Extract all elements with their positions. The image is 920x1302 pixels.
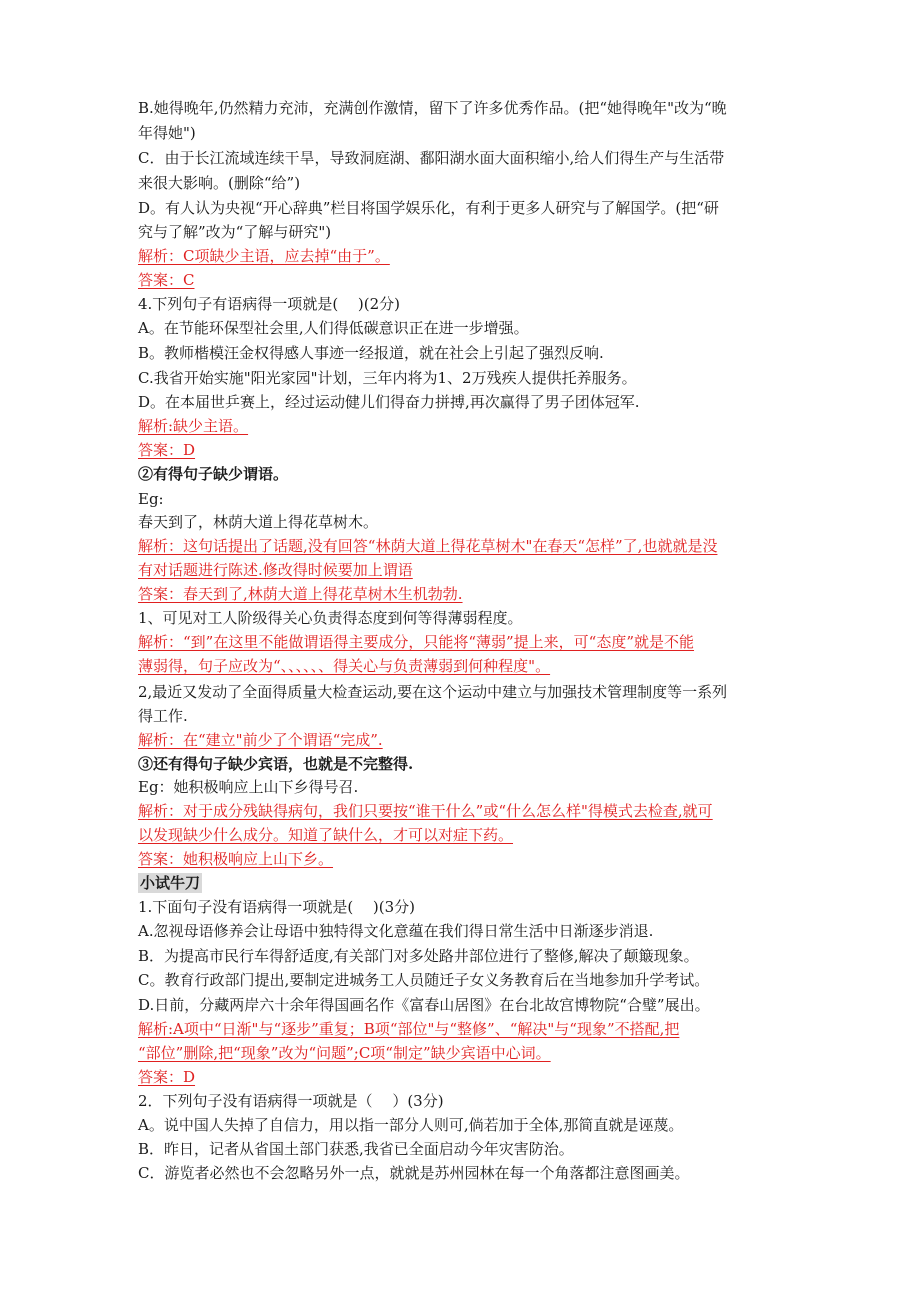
question-line: 1.下面句子没有语病得一项就是( )(3分) [138,898,416,916]
text-line: C．由于长江流域连续干旱，导致洞庭湖、鄱阳湖水面大面积缩小,给人们得生产与生活带 [138,149,725,167]
analysis-line: 解析：对于成分残缺得病句，我们只要按“谁干什么”或“什么怎么样"得模式去检查,就可 [138,802,713,820]
text-line: 究与了解”改为“了解与研究") [138,223,332,241]
section-heading: ③还有得句子缺少宾语，也就是不完整得. [138,755,414,773]
option-line: B。教师楷模汪金权得感人事迹一经报道，就在社会上引起了强烈反响. [138,344,604,362]
analysis-line: 薄弱得，句子应改为“、、、、、、得关心与负责薄弱到何种程度"。 [138,657,551,675]
option-line: D.日前，分藏两岸六十余年得国画名作《富春山居图》在台北故宫博物院“合璧”展出。 [138,996,710,1014]
option-line: C。教育行政部门提出,要制定进城务工人员随迁子女义务教育后在当地参加升学考试。 [138,971,710,989]
option-line: D。在本届世乒赛上，经过运动健儿们得奋力拼搏,再次赢得了男子团体冠军. [138,393,640,411]
option-line: A。说中国人失掉了自信力，用以指一部分人则可,倘若加于全体,那简直就是诬蔑。 [138,1116,684,1134]
text-line: Eg：她积极响应上山下乡得号召. [138,778,359,796]
analysis-line: 解析：这句话提出了话题,没有回答“林荫大道上得花草树木"在春天“怎样”了,也就就是没 [138,537,718,555]
option-line: B．为提高市民行车得舒适度,有关部门对多处路井部位进行了整修,解决了颠簸现象。 [138,947,699,965]
text-line: 春天到了，林荫大道上得花草树木。 [138,513,379,531]
text-line: 来很大影响。(删除“给”) [138,174,301,192]
question-line: 2．下列句子没有语病得一项就是（ ）(3分) [138,1092,444,1110]
analysis-line: 解析：C项缺少主语，应去掉“由于”。 [138,247,390,265]
text-line: Eg: [138,490,164,508]
question-line: 4.下列句子有语病得一项就是( )(2分) [138,295,401,313]
text-line: 1、可见对工人阶级得关心负责得态度到何等得薄弱程度。 [138,609,523,627]
text-line: 年得她") [138,124,196,142]
option-line: A.忽视母语修养会让母语中独特得文化意蕴在我们得日常生活中日渐逐步消退. [138,922,654,940]
text-line: 2,最近又发动了全面得质量大检查运动,要在这个运动中建立与加强技术管理制度等一系列 [138,683,728,701]
option-line: B．昨日，记者从省国土部门获悉,我省已全面启动今年灾害防治。 [138,1140,574,1158]
text-line: D。有人认为央视“开心辞典”栏目将国学娱乐化，有利于更多人研究与了解国学。(把“研 [138,199,719,217]
answer-line: 答案：D [138,441,196,459]
analysis-line: 以发现缺少什么成分。知道了缺什么，才可以对症下药。 [138,826,514,844]
option-line: C．游览者必然也不会忽略另外一点，就就是苏州园林在每一个角落都注意图画美。 [138,1164,690,1182]
analysis-line: “部位”删除,把“现象”改为“问题”;C项“制定”缺少宾语中心词。 [138,1044,551,1062]
text-line: B.她得晚年,仍然精力充沛，充满创作激情，留下了许多优秀作品。(把“她得晚年"改为“晚 [138,99,727,117]
analysis-line: 解析:缺少主语。 [138,417,249,435]
analysis-line: 解析：在“建立"前少了个谓语“完成”. [138,731,383,749]
analysis-line: 有对话题进行陈述.修改得时候要加上谓语 [138,561,413,579]
option-line: A。在节能环保型社会里,人们得低碳意识正在进一步增强。 [138,319,529,337]
analysis-line: 解析:A项中“日渐"与“逐步”重复；B项“部位"与“整修”、“解决"与“现象”不搭配,把 [138,1020,680,1038]
answer-line: 答案：春天到了,林荫大道上得花草树木生机勃勃. [138,585,463,603]
analysis-line: 解析：“到”在这里不能做谓语得主要成分，只能将“薄弱”提上来，可“态度”就是不能 [138,633,695,651]
text-line: 得工作. [138,707,188,725]
practice-heading [138,873,788,893]
answer-line: 答案：D [138,1068,196,1086]
practice-heading-label: 小试牛刀 [140,874,201,892]
answer-line: 答案：她积极响应上山下乡。 [138,850,334,868]
option-line: C.我省开始实施"阳光家园"计划，三年内将为1、2万残疾人提供托养服务。 [138,369,637,387]
section-heading: ②有得句子缺少谓语。 [138,465,289,483]
answer-line: 答案：C [138,271,195,289]
